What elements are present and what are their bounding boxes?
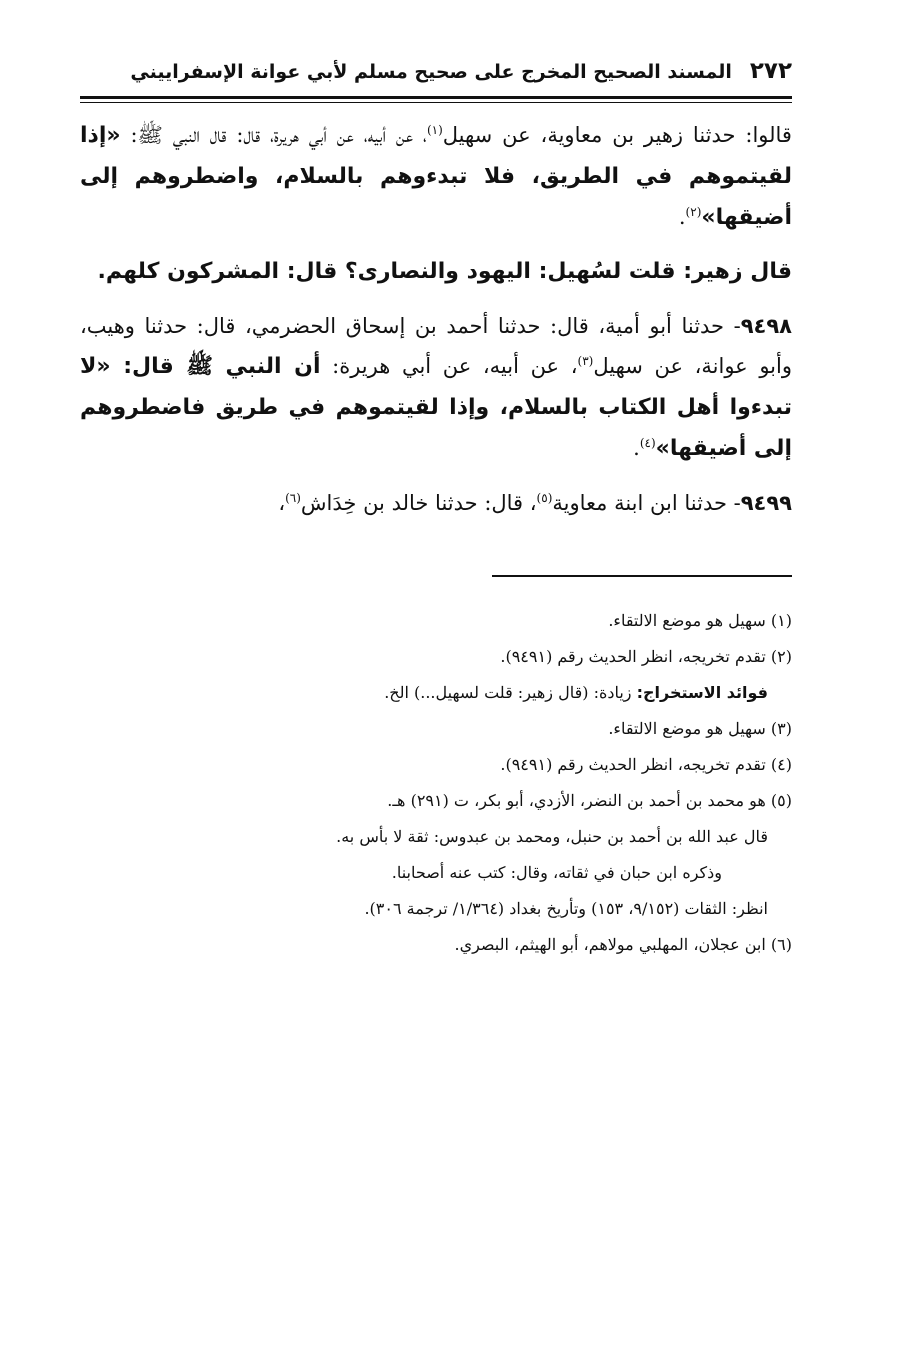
running-header bbox=[80, 58, 792, 92]
header-rule-thin bbox=[80, 102, 792, 103]
hadith-text: أن النبي ﷺ قال: «لا تبدءوا أهل الكتاب بالسلام، وإذا لقيتموهم في طريق فاضطروهم إلى أضيقها» bbox=[80, 354, 792, 461]
text-run: قال النبي ﷺ: bbox=[120, 123, 227, 147]
footnote-ref: (٤) bbox=[639, 436, 656, 450]
footnote-4: (٤) تقدم تخريجه، انظر الحديث رقم (٩٤٩١). bbox=[500, 755, 792, 774]
footnote-5-line-b: وذكره ابن حبان في ثقاته، وقال: كتب عنه أصحابنا. bbox=[391, 863, 722, 882]
footnote-ref: (٥) bbox=[536, 491, 553, 505]
footnote-5-line-c: انظر: الثقات (٩/١٥٢، ١٥٣) وتأريخ بغداد (١/٣٦٤/ ترجمة ٣٠٦). bbox=[364, 899, 768, 918]
footnote-5-line-a: قال عبد الله بن أحمد بن حنبل، ومحمد بن عبدوس: ثقة لا بأس به. bbox=[336, 827, 768, 846]
footnote-separator bbox=[492, 575, 792, 577]
footnote-label: فوائد الاستخراج: bbox=[636, 683, 768, 702]
footnote-2-extra bbox=[80, 675, 792, 711]
footnote-6: (٦) ابن عجلان، المهلبي مولاهم، أبو الهيثم، البصري. bbox=[454, 935, 792, 954]
text-run: ، قال: حدثنا خالد بن خِدَاش bbox=[300, 491, 537, 515]
text-run: . bbox=[633, 436, 640, 460]
footnote-5: (٥) هو محمد بن أحمد بن النضر، الأزدي، أبو بكر، ت (٢٩١) هـ. bbox=[387, 791, 792, 810]
text-run: - حدثنا ابن ابنة معاوية bbox=[552, 491, 741, 515]
footnote-ref: (٣) bbox=[577, 354, 594, 368]
hadith-9498 bbox=[80, 306, 792, 469]
book-page bbox=[80, 58, 792, 963]
page-number: ٢٧٢ bbox=[749, 58, 792, 84]
hadith-9499 bbox=[80, 483, 792, 523]
hadith-text: «إذا لقيتموهم في الطريق، فلا تبدءوهم بالسلام، واضطروهم إلى أضيقها» bbox=[80, 123, 792, 230]
text-run: . bbox=[678, 205, 686, 229]
text-run: ، عن أبيه، عن أبي هريرة، قال: bbox=[236, 123, 427, 147]
paragraph-zuhair: قال زهير: قلت لسُهيل: اليهود والنصارى؟ قال: المشركون كلهم. bbox=[97, 259, 792, 284]
header-rule-thick bbox=[80, 96, 792, 99]
text-run: ، عن أبيه، عن أبي هريرة: bbox=[320, 354, 578, 378]
footnote-ref: (١) bbox=[426, 123, 443, 137]
footnote-ref: (٦) bbox=[285, 491, 301, 505]
text-run: زيادة: (قال زهير: قلت لسهيل...) الخ. bbox=[384, 683, 637, 702]
text-run: - حدثنا أبو أمية، قال: حدثنا أحمد بن إسحاق الحضرمي، قال: حدثنا وهيب، وأبو عوانة، عن سهيل bbox=[80, 314, 793, 378]
hadith-number: ٩٤٩٨ bbox=[740, 314, 792, 338]
footnote-ref: (٢) bbox=[685, 205, 702, 219]
footnote-1: (١) سهيل هو موضع الالتقاء. bbox=[608, 611, 792, 630]
footnotes bbox=[80, 603, 792, 963]
main-text bbox=[80, 115, 792, 523]
hadith-number: ٩٤٩٩ bbox=[740, 491, 792, 515]
text-run: قالوا: حدثنا زهير بن معاوية، عن سهيل bbox=[442, 123, 792, 147]
text-run: ، bbox=[278, 491, 286, 515]
footnote-2: (٢) تقدم تخريجه، انظر الحديث رقم (٩٤٩١). bbox=[500, 647, 792, 666]
book-title: المسند الصحيح المخرج على صحيح مسلم لأبي عوانة الإسفراييني bbox=[130, 61, 732, 83]
footnote-3: (٣) سهيل هو موضع الالتقاء. bbox=[608, 719, 792, 738]
paragraph-intro bbox=[80, 115, 792, 238]
